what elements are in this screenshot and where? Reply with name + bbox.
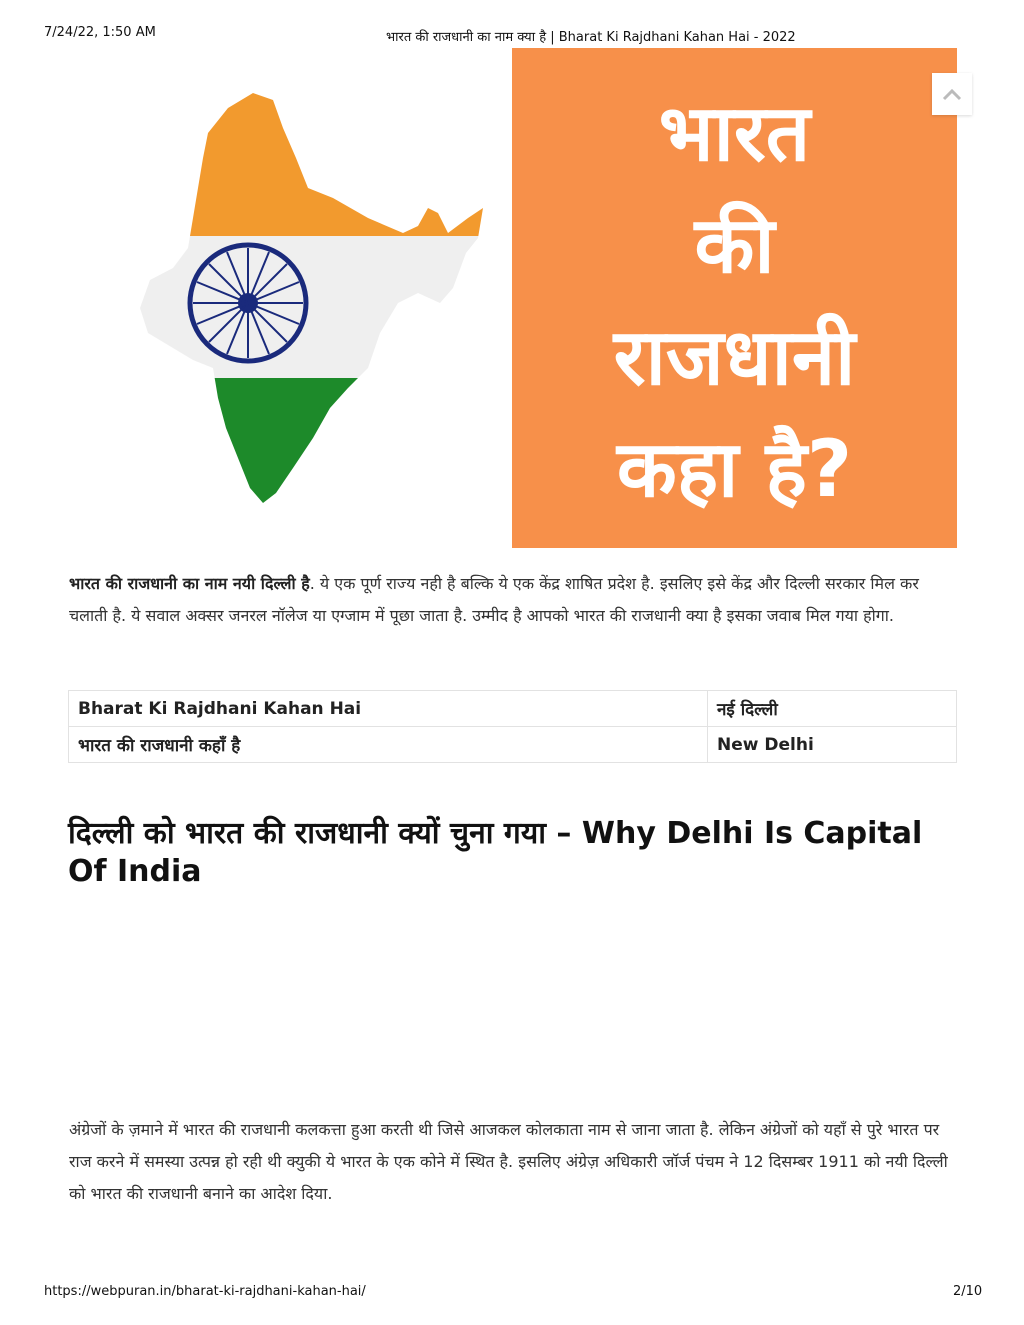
intro-paragraph <box>69 568 949 632</box>
hero-line-2: की <box>694 201 775 291</box>
hero-image <box>68 48 957 548</box>
table-cell: New Delhi <box>708 727 957 763</box>
india-flag-map-illustration <box>68 48 512 548</box>
table-cell: भारत की राजधानी कहाँ है <box>69 727 708 763</box>
scroll-to-top-button[interactable] <box>932 73 972 115</box>
hero-line-1: भारत <box>658 89 811 179</box>
intro-bold-answer: भारत की राजधानी का नाम नयी दिल्ली है <box>69 574 310 593</box>
print-date: 7/24/22, 1:50 AM <box>44 25 156 40</box>
intro-text: . ये एक पूर्ण राज्य नही है बल्कि ये एक केंद्र शाषित प्रदेश है. इसलिए इसे केंद्र और दिल्ली सरकार मिल कर चलाती है. ये सवाल अक्सर जनरल नॉलेज या एग्जाम में पूछा जाता है. उम्मीद है आपको भारत की राजधानी क्या है इसका जवाब मिल गया होगा. <box>69 574 919 625</box>
india-map-icon <box>68 48 512 548</box>
print-page-title: भारत की राजधानी का नाम क्या है | Bharat Ki Rajdhani Kahan Hai - 2022 <box>386 30 796 45</box>
section-heading <box>68 815 948 891</box>
table-row <box>69 727 957 763</box>
section-heading-hindi: दिल्ली को भारत की राजधानी क्यों चुना गया – <box>68 816 572 851</box>
hero-line-4: कहा है? <box>616 425 853 515</box>
print-url: https://webpuran.in/bharat-ki-rajdhani-kahan-hai/ <box>44 1284 366 1299</box>
hero-line-3: राजधानी <box>613 313 856 403</box>
table-row <box>69 691 957 727</box>
table-cell: Bharat Ki Rajdhani Kahan Hai <box>69 691 708 727</box>
history-paragraph: अंग्रेजों के ज़माने में भारत की राजधानी कलकत्ता हुआ करती थी जिसे आजकल कोलकाता नाम से जाना जाता है. लेकिन अंग्रेजों को यहाँ से पुरे भारत पर राज करने में समस्या उत्पन्न हो रही थी क्युकी ये भारत के एक कोने में स्थित है. इसलिए अंग्रेज़ अधिकारी जॉर्ज पंचम ने 12 दिसम्बर 1911 को नयी दिल्ली को भारत की राजधानी बनाने का आदेश दिया. <box>69 1120 948 1203</box>
hero-title-panel <box>512 48 957 548</box>
table-cell: नई दिल्ली <box>708 691 957 727</box>
chevron-up-icon <box>942 87 962 101</box>
capital-info-table <box>68 690 957 763</box>
section-heading-english: Why Delhi Is Capital Of India <box>68 816 923 889</box>
print-page-number: 2/10 <box>953 1284 983 1299</box>
